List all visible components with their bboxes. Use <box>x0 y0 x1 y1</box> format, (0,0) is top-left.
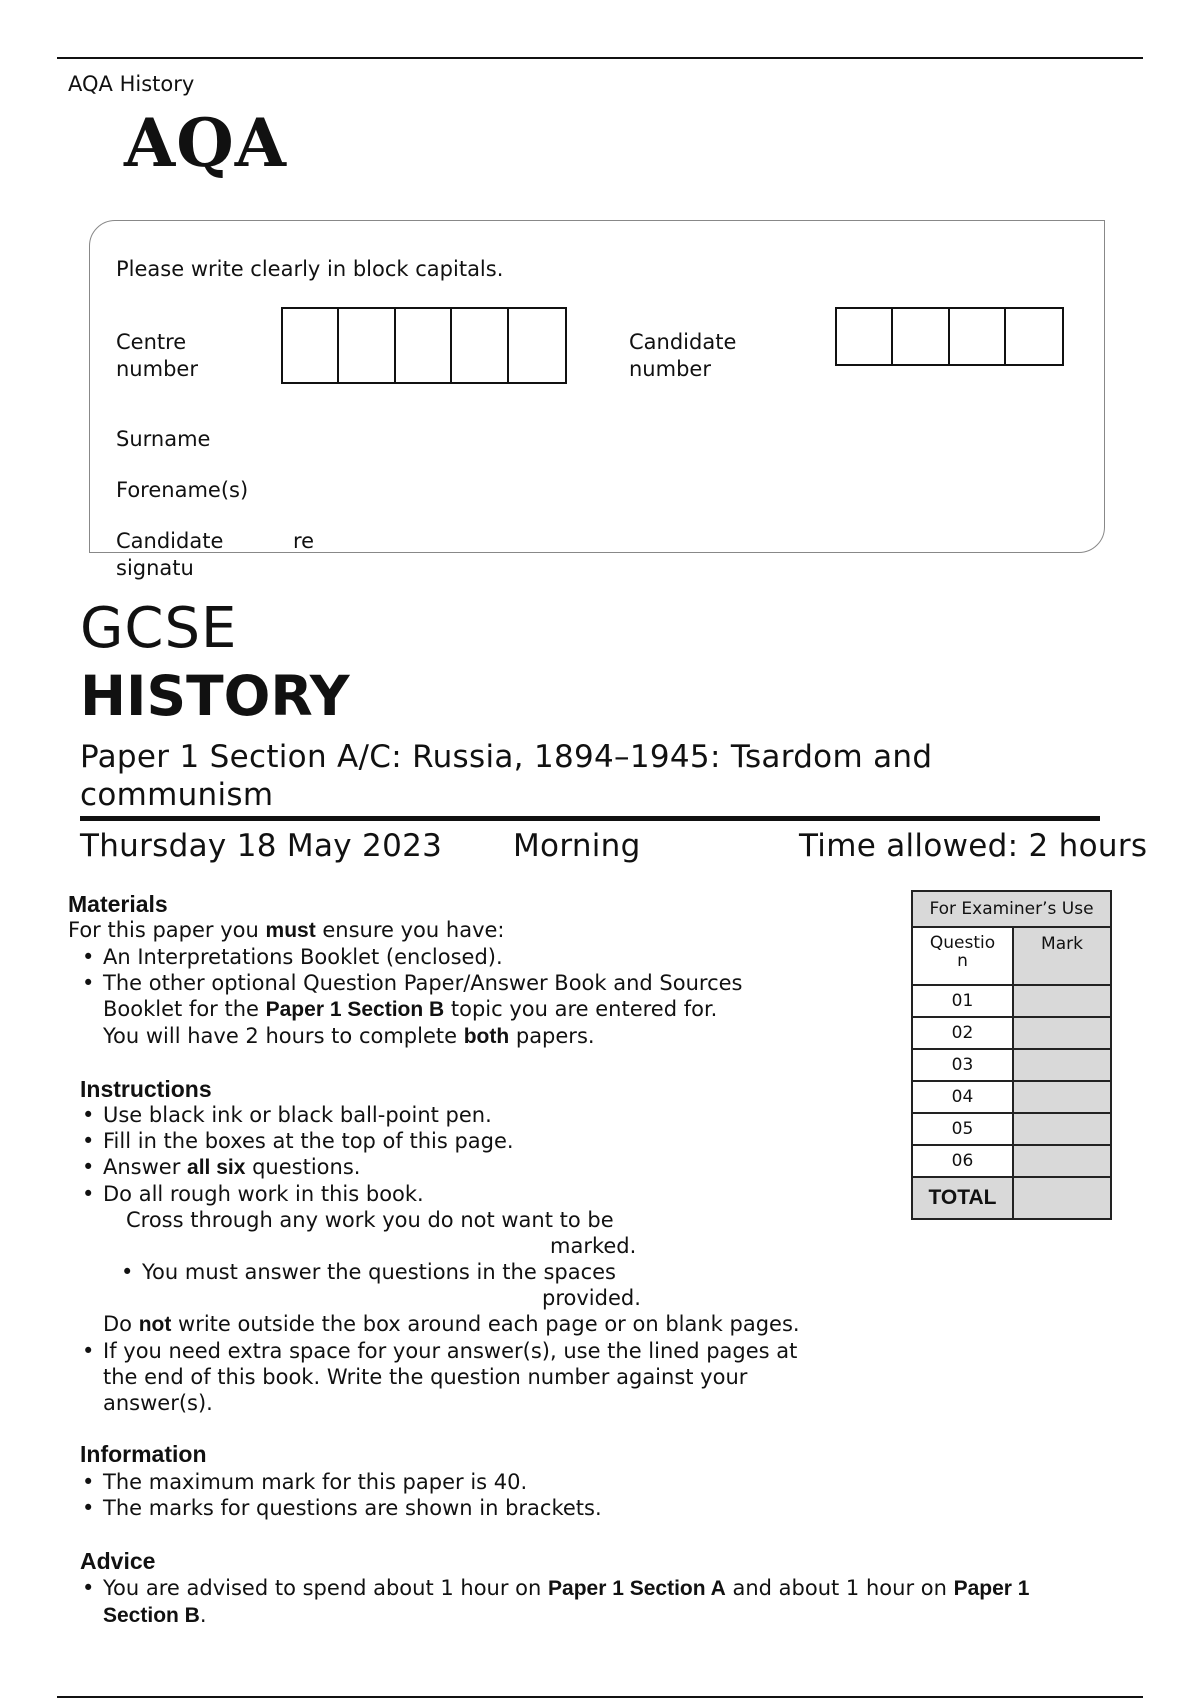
materials-intro: For this paper you must ensure you have: <box>68 918 505 942</box>
question-number: 05 <box>912 1113 1013 1145</box>
header-label: AQA History <box>68 72 195 96</box>
signature-field[interactable] <box>320 522 1090 550</box>
question-number: 06 <box>912 1145 1013 1177</box>
instruction-item: Do not write outside the box around each page or on blank pages. <box>103 1312 800 1336</box>
mark-cell <box>1013 1049 1111 1081</box>
advice-section <box>80 1575 1120 1629</box>
signature-label-continued: signatu <box>116 556 194 580</box>
mark-cell <box>1013 985 1111 1017</box>
instruction-continuation: provided. <box>542 1286 641 1310</box>
exam-date: Thursday 18 May 2023 <box>80 828 443 864</box>
digit-box[interactable] <box>837 309 893 364</box>
mark-cell <box>1013 1145 1111 1177</box>
total-label: TOTAL <box>912 1177 1013 1219</box>
instruction-item: • If you need extra space for your answer(s), use the lined pages at the end of this book. Write the question number against your answer(s). <box>80 1338 880 1416</box>
question-row <box>912 1081 1111 1113</box>
materials-item: • An Interpretations Booklet (enclosed). <box>80 944 868 970</box>
total-mark-cell <box>1013 1177 1111 1219</box>
question-row <box>912 985 1111 1017</box>
instruction-continuation: Cross through any work you do not want to be <box>126 1208 614 1232</box>
information-section <box>80 1469 880 1521</box>
mark-cell <box>1013 1113 1111 1145</box>
instruction-item: • Fill in the boxes at the top of this page. <box>80 1128 880 1154</box>
top-rule <box>57 57 1143 59</box>
candidate-number-label: Candidate number <box>629 330 737 381</box>
signature-label: Candidate <box>116 529 224 553</box>
surname-field[interactable] <box>300 420 1090 454</box>
instructions-section <box>80 1102 880 1416</box>
bottom-rule <box>57 1696 1143 1698</box>
title-divider <box>80 816 1100 821</box>
instruction-item: • You must answer the questions in the spaces <box>119 1259 880 1285</box>
advice-heading: Advice <box>80 1548 156 1574</box>
information-item: • The maximum mark for this paper is 40. <box>80 1469 880 1495</box>
materials-item: • The other optional Question Paper/Answer Book and Sources Booklet for the Paper 1 Section B topic you are entered for. You will have 2 hours to complete both papers. <box>80 970 868 1050</box>
centre-number-field[interactable] <box>281 307 567 384</box>
information-item: • The marks for questions are shown in brackets. <box>80 1495 880 1521</box>
aqa-logo: AQA <box>124 104 287 182</box>
forenames-label: Forename(s) <box>116 478 249 502</box>
signature-label-fragment: re <box>293 529 315 553</box>
digit-box[interactable] <box>893 309 949 364</box>
time-allowed: Time allowed: 2 hours <box>799 828 1148 864</box>
examiner-use-table <box>911 890 1112 1220</box>
centre-number-label: Centre number <box>116 330 198 381</box>
instruction-item: • Use black ink or black ball-point pen. <box>80 1102 880 1128</box>
surname-label: Surname <box>116 427 211 451</box>
instruction-item: • Do all rough work in this book. <box>80 1181 880 1207</box>
question-row <box>912 1049 1111 1081</box>
forenames-field[interactable] <box>300 471 1090 505</box>
instructions-heading: Instructions <box>80 1076 212 1102</box>
digit-box[interactable] <box>339 309 395 382</box>
digit-box[interactable] <box>396 309 452 382</box>
question-number: 03 <box>912 1049 1013 1081</box>
question-column-header: Questio n <box>912 927 1013 985</box>
mark-column-header: Mark <box>1013 927 1111 985</box>
mark-cell <box>1013 1081 1111 1113</box>
question-number: 02 <box>912 1017 1013 1049</box>
instruction-item: • Answer all six questions. <box>80 1154 880 1181</box>
digit-box[interactable] <box>283 309 339 382</box>
digit-box[interactable] <box>1006 309 1062 364</box>
exam-session: Morning <box>513 828 641 864</box>
question-row <box>912 1145 1111 1177</box>
paper-title: Paper 1 Section A/C: Russia, 1894–1945: Tsardom and communism <box>80 739 933 813</box>
digit-box[interactable] <box>509 309 565 382</box>
mark-cell <box>1013 1017 1111 1049</box>
question-row <box>912 1113 1111 1145</box>
block-capitals-instruction: Please write clearly in block capitals. <box>116 257 504 281</box>
instruction-continuation: marked. <box>550 1234 637 1258</box>
materials-section <box>68 917 868 1050</box>
qualification-title: GCSE <box>80 596 238 661</box>
information-heading: Information <box>80 1441 207 1467</box>
digit-box[interactable] <box>950 309 1006 364</box>
materials-heading: Materials <box>68 891 168 917</box>
subject-title: HISTORY <box>80 664 350 728</box>
examiner-table-title: For Examiner’s Use <box>912 891 1111 927</box>
candidate-number-field[interactable] <box>835 307 1064 366</box>
advice-item: • You are advised to spend about 1 hour on Paper 1 Section A and about 1 hour on Paper 1 Section B. <box>80 1575 1120 1629</box>
question-number: 04 <box>912 1081 1013 1113</box>
question-row <box>912 1017 1111 1049</box>
digit-box[interactable] <box>452 309 508 382</box>
question-number: 01 <box>912 985 1013 1017</box>
